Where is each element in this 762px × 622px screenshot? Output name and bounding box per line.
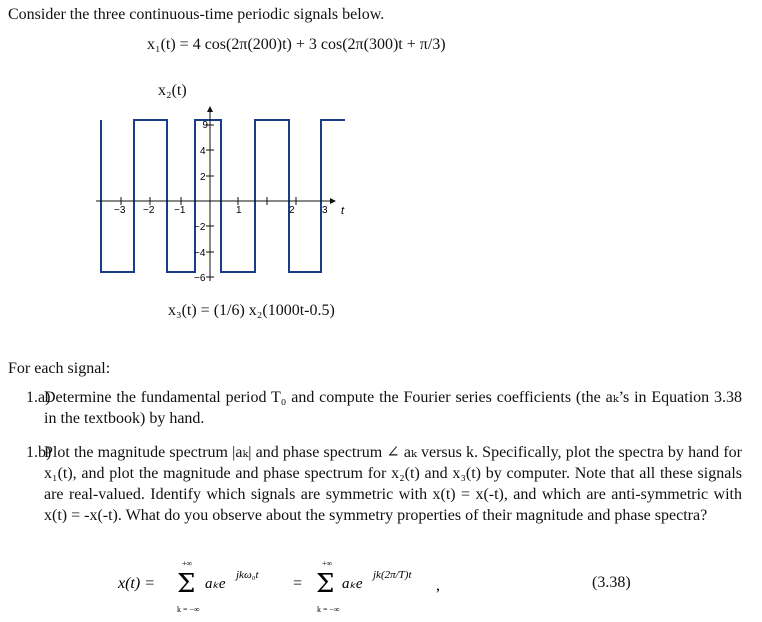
x-tick-label: 2	[289, 205, 295, 216]
sum-lower-1: k = −∞	[177, 605, 200, 614]
x-tick-label: −2	[143, 205, 155, 216]
equation-number: (3.38)	[592, 574, 631, 591]
x2-label: x₂(t)	[158, 82, 187, 99]
x-tick-label: −3	[114, 205, 126, 216]
x-tick-label: 3	[322, 205, 328, 216]
equation-comma: ,	[436, 577, 440, 594]
y-tick-label: 4	[200, 146, 206, 157]
sum-exp-2: jk(2π/T)t	[373, 569, 412, 581]
sum-lower-2: k = −∞	[317, 605, 340, 614]
equation-lhs: x(t) =	[118, 575, 155, 592]
sum-exp-1: jkω₀t	[236, 569, 259, 581]
sum-upper-1: +∞	[182, 559, 193, 568]
item-text: Determine the fundamental period T₀ and compute the Fourier series coefficients (the aₖ’s in Equation 3.38 in the textbook) by hand.	[44, 389, 742, 427]
x-tick-label: −1	[174, 205, 186, 216]
y-tick-label: −6	[194, 273, 206, 284]
item-number: 1.a)	[26, 389, 51, 406]
t-axis-label: t	[341, 205, 345, 217]
x1-equation: x₁(t) = 4 cos(2π(200)t) + 3 cos(2π(300)t + π/3)	[147, 36, 446, 53]
for-each-heading: For each signal:	[8, 360, 111, 377]
y-tick-label: −2	[194, 222, 206, 233]
equals-sign: =	[293, 575, 303, 592]
sigma-2: Σ	[316, 569, 335, 599]
sum-term-1: aₖe	[205, 576, 226, 592]
item-text: Plot the magnitude spectrum |aₖ| and phase spectrum ∠ aₖ versus k. Specifically, plot the spectra by hand for x₁(t), and plot the magnitude and phase spectrum for x₂(t) and x₃(t) by computer. Note that all these signals are real-valued. Identify which signals are symmetric with x(t) = x(-t), and which are anti-symmetric with x(t) = -x(-t). What do you observe about the symmetry properties of their magnitude and phase spectra?	[44, 444, 742, 524]
sum-upper-2: +∞	[322, 559, 333, 568]
item-number: 1.b)	[26, 444, 52, 461]
x3-equation: x₃(t) = (1/6) x₂(1000t-0.5)	[168, 302, 335, 319]
x-tick-label: 1	[236, 205, 242, 216]
sum-term-2: aₖe	[342, 576, 363, 592]
intro-text: Consider the three continuous-time periodic signals below.	[8, 6, 385, 23]
y-tick-label: −4	[194, 248, 206, 259]
y-tick-label: 6	[202, 118, 208, 129]
sigma-1: Σ	[177, 569, 196, 599]
y-tick-label: 2	[200, 172, 206, 183]
